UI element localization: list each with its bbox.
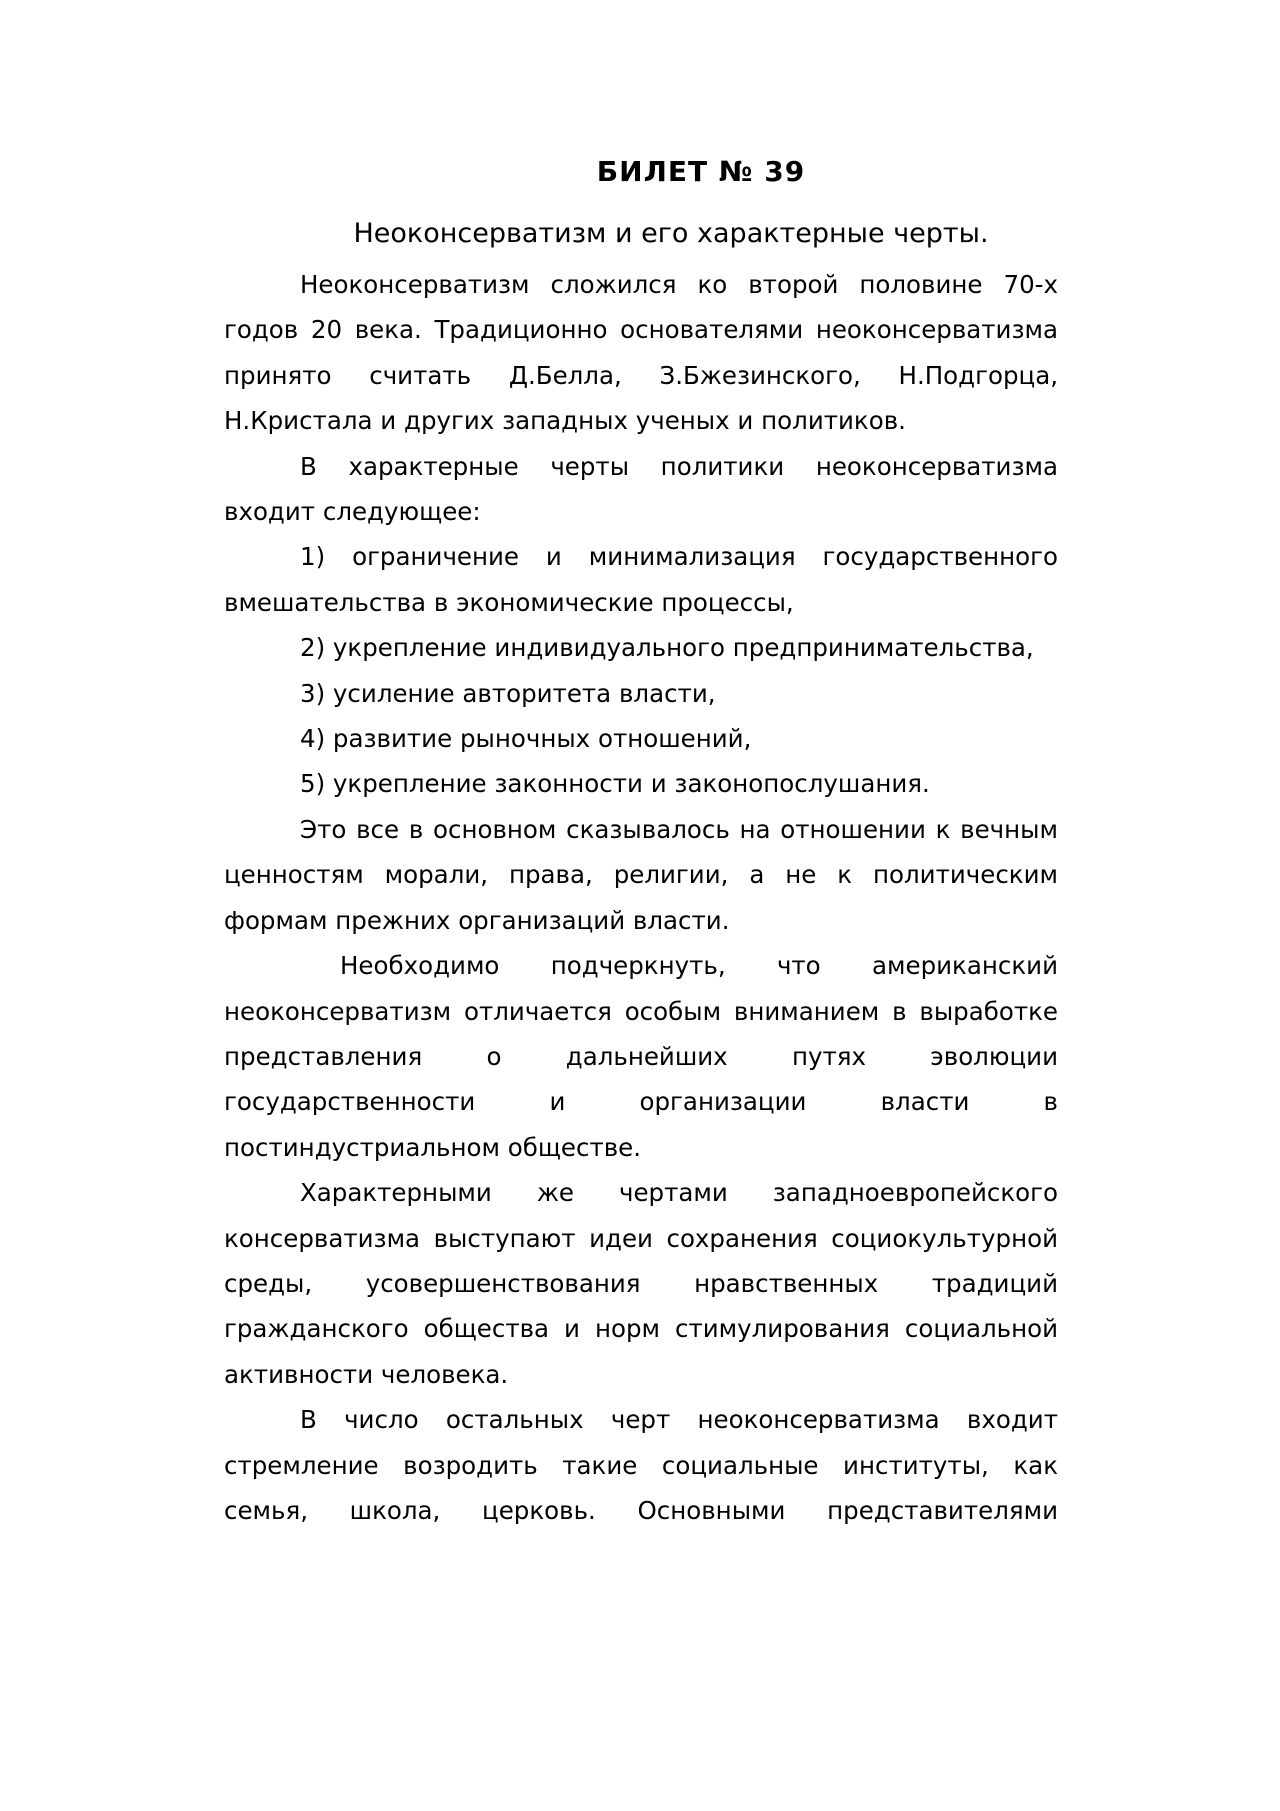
ticket-title: БИЛЕТ № 39 (596, 155, 806, 188)
topic-title: Неоконсерватизм и его характерные черты. (353, 218, 989, 249)
document-page (224, 150, 1058, 1533)
paragraph-values: Это все в основном сказывалось на отношении к вечным ценностям морали, права, религии, а не к политическим формам прежних организаций власти. (224, 814, 1058, 935)
list-item-3: 3) усиление авторитета власти, (300, 678, 716, 708)
list-item-5: 5) укрепление законности и законопослушания. (300, 769, 930, 799)
list-item-4: 4) развитие рыночных отношений, (300, 724, 752, 754)
paragraph-features-lead: В характерные черты политики неоконсерватизма входит следующее: (224, 451, 1058, 527)
list-item-1: 1) ограничение и минимализация государственного вмешательства в экономические процессы, (224, 542, 1058, 617)
paragraph-intro: Неоконсерватизм сложился ко второй половине 70-х годов 20 века. Традиционно основателями неоконсерватизма принято считать Д.Белла, З.Бжезинского, Н.Подгорца, Н.Кристала и других западных ученых и политиков. (224, 270, 1058, 436)
paragraph-american: Необходимо подчеркнуть, что американский неоконсерватизм отличается особым вниманием в выработке представления о дальнейших путях эволюции государственности и организации власти в постиндустриальном обществе. (224, 951, 1058, 1162)
list-item-2: 2) укрепление индивидуального предпринимательства, (300, 633, 1034, 663)
paragraph-western-european: Характерными же чертами западноевропейского консерватизма выступают идеи сохранения социокультурной среды, усовершенствования нравственных традиций гражданского общества и норм стимулирования социальной активности человека. (224, 1178, 1058, 1389)
paragraph-institutions: В число остальных черт неоконсерватизма входит стремление возродить такие социальные институты, как семья, школа, церковь. Основными представителями (224, 1405, 1058, 1525)
